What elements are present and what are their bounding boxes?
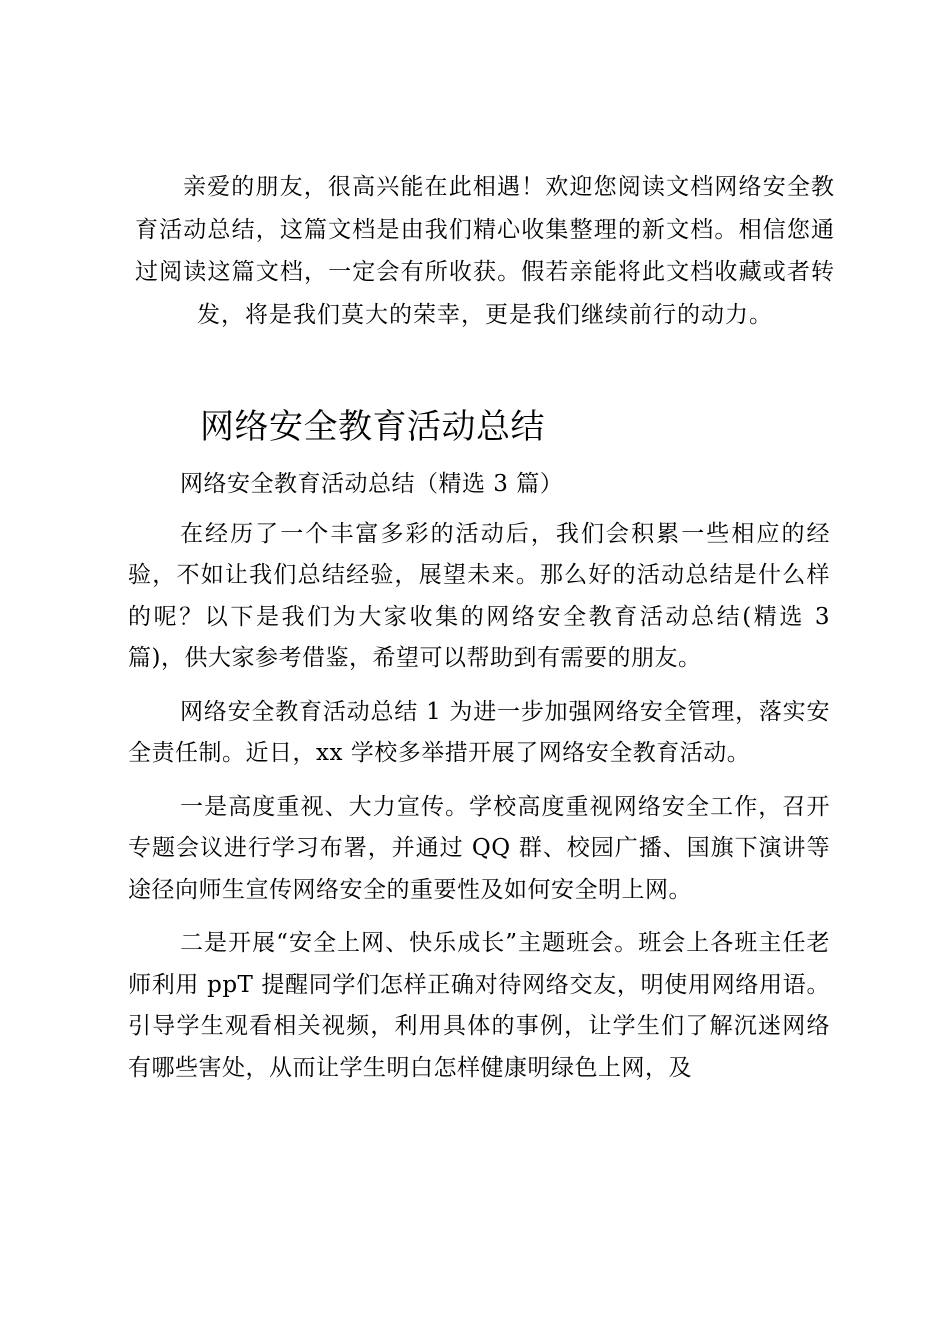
body-paragraph-4: 二是开展“安全上网、快乐成长”主题班会。班会上各班主任老师利用 ppT 提醒同学们怎样正确对待网络交友，明使用网络用语。引导学生观看相关视频，利用具体的事例，让学生们了解沉迷网络有哪些害处，从而让学生明白怎样健康明绿色上网，及 <box>128 930 830 1081</box>
body-paragraph-2: 网络安全教育活动总结 1 为进一步加强网络安全管理，落实安全责任制。近日，xx 学校多举措开展了网络安全教育活动。 <box>128 698 830 766</box>
body-paragraph-1: 在经历了一个丰富多彩的活动后，我们会积累一些相应的经验，不如让我们总结经验，展望未来。那么好的活动总结是什么样的呢？以下是我们为大家收集的网络安全教育活动总结(精选 3 篇)，供大家参考借鉴，希望可以帮助到有需要的朋友。 <box>128 520 830 671</box>
document-body <box>128 464 830 1101</box>
document-subtitle: 网络安全教育活动总结（精选 3 篇） <box>180 471 564 497</box>
intro-paragraph: 亲爱的朋友，很高兴能在此相遇！欢迎您阅读文档网络安全教育活动总结，这篇文档是由我们精心收集整理的新文档。相信您通过阅读这篇文档，一定会有所收获。假若亲能将此文档收藏或者转发，将是我们莫大的荣幸，更是我们继续前行的动力。 <box>135 174 835 328</box>
body-paragraph-3: 一是高度重视、大力宣传。学校高度重视网络安全工作，召开专题会议进行学习布署，并通过 QQ 群、校园广播、国旗下演讲等途径向师生宣传网络安全的重要性及如何安全明上网。 <box>128 793 830 903</box>
document-title: 网络安全教育活动总结 <box>200 407 545 447</box>
